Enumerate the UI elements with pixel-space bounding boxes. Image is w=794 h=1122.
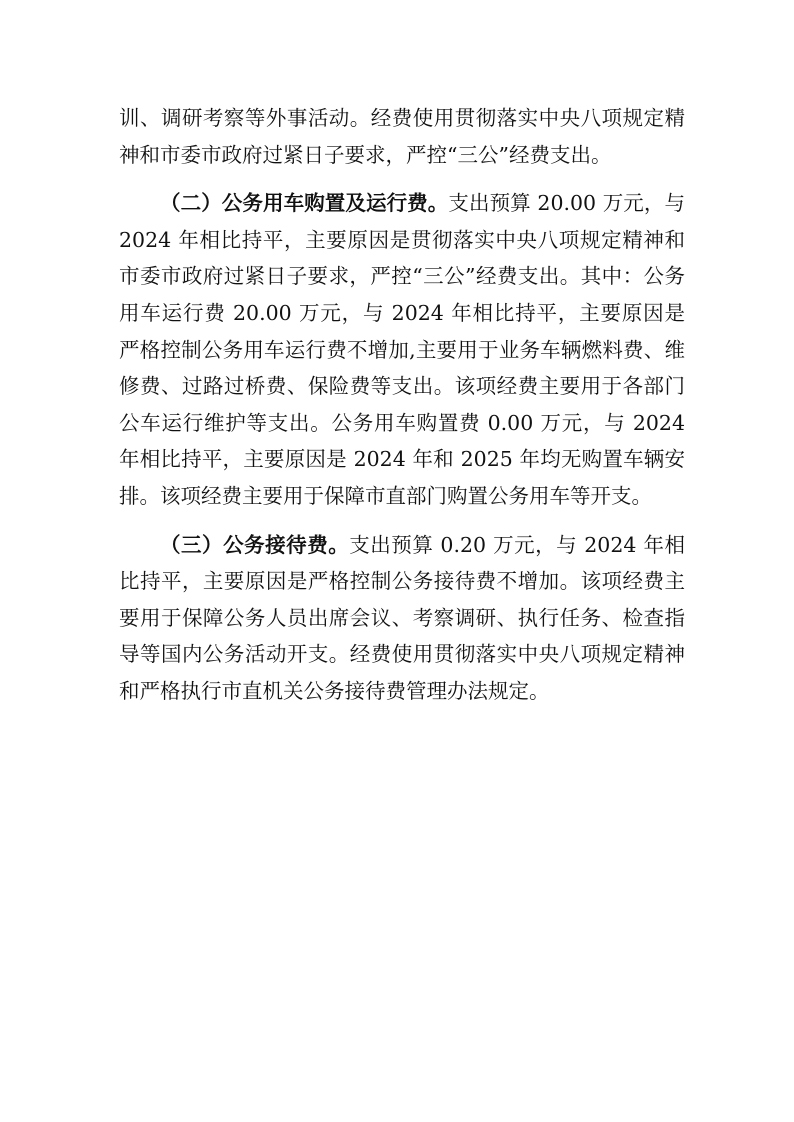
section-heading-reception: （三）公务接待费。 <box>160 532 350 557</box>
paragraph-continuation <box>119 100 685 173</box>
paragraph-text: 训、调研考察等外事活动。经费使用贯彻落实中央八项规定精神和市委市政府过紧日子要求，严控“三公”经费支出。 <box>119 106 685 167</box>
paragraph-text: 支出预算 0.20 万元，与 2024 年相比持平，主要原因是严格控制公务接待费不增加。该项经费主要用于保障公务人员出席会议、考察调研、执行任务、检查指导等国内公务活动开支。经费使用贯彻落实中央八项规定精神和严格执行市直机关公务接待费管理办法规定。 <box>119 532 685 703</box>
paragraph-text: 支出预算 20.00 万元，与 2024 年相比持平，主要原因是贯彻落实中央八项规定精神和市委市政府过紧日子要求，严控“三公”经费支出。其中：公务用车运行费 20.00 万元，与 2024 年相比持平，主要原因是严格控制公务用车运行费不增加,主要用于业务车辆燃料费、维修费、过路过桥费、保险费等支出。该项经费主要用于各部门公车运行维护等支出。公务用车购置费 0.00 万元，与 2024 年相比持平，主要原因是 2024 年和 2025 年均无购置车辆安排。该项经费主要用于保障市直部门购置公务用车等开支。 <box>119 191 685 508</box>
paragraph-reception-expenses <box>119 527 685 710</box>
paragraph-vehicle-expenses <box>119 185 685 514</box>
document-body <box>119 100 685 710</box>
section-heading-vehicle: （二）公务用车购置及运行费。 <box>160 191 449 216</box>
